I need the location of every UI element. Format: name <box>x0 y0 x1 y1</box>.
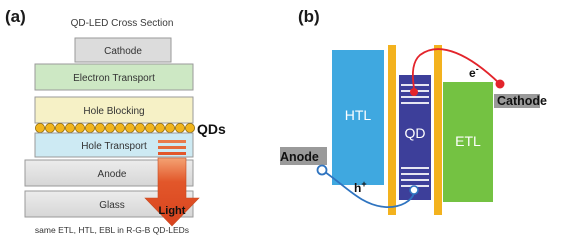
electron-source-dot <box>496 80 505 89</box>
qd-dot <box>125 123 134 132</box>
htl-label: HTL <box>344 107 372 123</box>
electron-dot <box>410 88 418 96</box>
qd-dot <box>105 123 114 132</box>
qd-dot <box>85 123 94 132</box>
qd-dot <box>145 123 154 132</box>
right-barrier <box>434 45 442 215</box>
qd-dot <box>45 123 54 132</box>
qd-dot <box>135 123 144 132</box>
hole-source-dot <box>318 166 327 175</box>
light-label: Light <box>158 205 186 217</box>
panel-a-label: (a) <box>5 7 26 26</box>
panel-b <box>280 7 547 215</box>
qd-dot <box>175 123 184 132</box>
qd-dot <box>35 123 44 132</box>
qd-dot <box>185 123 194 132</box>
qd-dot-row <box>35 123 194 132</box>
panel-b-label: (b) <box>298 7 320 26</box>
footnote: same ETL, HTL, EBL in R-G-B QD-LEDs <box>34 225 190 235</box>
electron-label: e- <box>469 64 479 80</box>
qd-dot <box>165 123 174 132</box>
cross-section-title: QD-LED Cross Section <box>70 18 174 29</box>
hole-dot <box>410 186 418 194</box>
electron-transport-label: Electron Transport <box>73 73 155 84</box>
qd-dot <box>155 123 164 132</box>
hole-transport-label: Hole Transport <box>81 141 147 152</box>
qd-dot <box>75 123 84 132</box>
cathode-label: Cathode <box>497 94 547 108</box>
etl-label: ETL <box>455 133 481 149</box>
anode-layer-label: Anode <box>97 169 127 180</box>
qd-label: QD <box>404 125 426 141</box>
cathode-layer-label: Cathode <box>104 46 142 57</box>
left-barrier <box>388 45 396 215</box>
anode-label: Anode <box>280 150 319 164</box>
hole-label: h+ <box>354 179 367 195</box>
panel-a <box>5 7 226 235</box>
qd-dot <box>95 123 104 132</box>
qd-dot <box>65 123 74 132</box>
glass-layer-label: Glass <box>99 200 125 211</box>
qds-label: QDs <box>197 121 226 137</box>
qd-dot <box>55 123 64 132</box>
hole-blocking-label: Hole Blocking <box>83 106 145 117</box>
qd-dot <box>115 123 124 132</box>
